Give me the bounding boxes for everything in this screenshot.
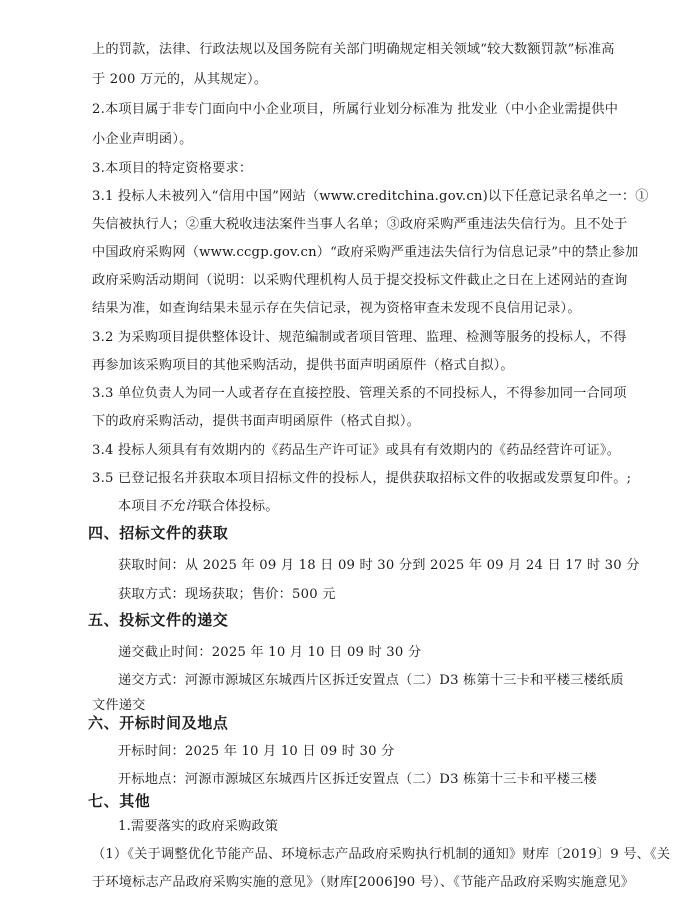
section-5-heading: 五、投标文件的递交 [88, 611, 229, 629]
policy-line-2: 于环境标志产品政府采购实施的意见》（财库[2006]90 号）、《节能产品政府采购实施意见》 [92, 875, 635, 890]
consortium-note [118, 495, 279, 514]
consortium-prefix: 本项目 [118, 499, 159, 514]
item3-3-line-2: 下的政府采购活动，提供书面声明函原件（格式自拟）。 [92, 414, 421, 429]
item3-1-line-3: 中国政府采购网（www.ccgp.gov.cn）“政府采购严重违法失信行为信息记录”中的禁止参加 [92, 245, 639, 260]
acquisition-method: 获取方式：现场获取；售价：500 元 [118, 587, 336, 602]
opening-place: 开标地点：河源市源城区东城西片区拆迁安置点（二）D3 栋第十三卡和平楼三楼 [118, 772, 597, 787]
item3-1-line-2: 失信被执行人；②重大税收违法案件当事人名单；③政府采购严重违法失信行为。且不处于 [92, 217, 628, 232]
consortium-suffix: 联合体投标。 [198, 499, 279, 514]
consortium-emphasis: 不允许 [158, 499, 199, 514]
intro-line-1: 上的罚款，法律、行政法规以及国务院有关部门明确规定相关领域“较大数额罚款”标准高 [92, 42, 615, 57]
item2-line-2: 小企业声明函）。 [92, 132, 193, 147]
policy-line-1: （1）《关于调整优化节能产品、环境标志产品政府采购执行机制的通知》财库〔2019〕9 号、《关 [92, 847, 671, 862]
intro-line-2: 于 200 万元的，从其规定）。 [92, 72, 268, 87]
item3-1-line-5: 结果为准，如查询结果未显示存在失信记录，视为资格审查未发现不良信用记录）。 [92, 301, 581, 316]
item3-5: 3.5 已登记报名并获取本项目招标文件的投标人，提供获取招标文件的收据或发票复印件。; [92, 471, 632, 486]
section-4-heading: 四、招标文件的获取 [88, 524, 229, 542]
item3-1-line-1: 3.1 投标人未被列入“信用中国”网站（www.creditchina.gov.cn)以下任意记录名单之一：① [92, 189, 649, 204]
item3-2-line-2: 再参加该采购项目的其他采购活动，提供书面声明函原件（格式自拟）。 [92, 358, 514, 373]
submission-deadline: 递交截止时间：2025 年 10 月 10 日 09 时 30 分 [118, 645, 422, 660]
section-7-heading: 七、其他 [88, 792, 151, 810]
item3-2-line-1: 3.2 为采购项目提供整体设计、规范编制或者项目管理、监理、检测等服务的投标人，不得 [92, 330, 627, 345]
submission-method-line-1: 递交方式：河源市源城区东城西片区拆迁安置点（二）D3 栋第十三卡和平楼三楼纸质 [118, 673, 624, 688]
section-6-heading: 六、开标时间及地点 [88, 714, 229, 732]
item2-line-1: 2.本项目属于非专门面向中小企业项目，所属行业划分标准为 批发业（中小企业需提供中 [92, 102, 619, 117]
submission-method-line-2: 文件递交 [92, 698, 146, 713]
opening-time: 开标时间：2025 年 10 月 10 日 09 时 30 分 [118, 744, 395, 759]
item3-4: 3.4 投标人须具有有效期内的《药品生产许可证》或具有有效期内的《药品经营许可证》。 [92, 443, 621, 458]
policy-subheading: 1.需要落实的政府采购政策 [118, 819, 279, 834]
item3-1-line-4: 政府采购活动期间（说明：以采购代理机构人员于提交投标文件截止之日在上述网站的查询 [92, 273, 628, 288]
acquisition-time: 获取时间：从 2025 年 09 月 18 日 09 时 30 分到 2025 年 09 月 24 日 17 时 30 分 [118, 558, 640, 573]
item3-3-line-1: 3.3 单位负责人为同一人或者存在直接控股、管理关系的不同投标人，不得参加同一合同项 [92, 386, 627, 401]
item3-title: 3.本项目的特定资格要求： [92, 161, 253, 176]
